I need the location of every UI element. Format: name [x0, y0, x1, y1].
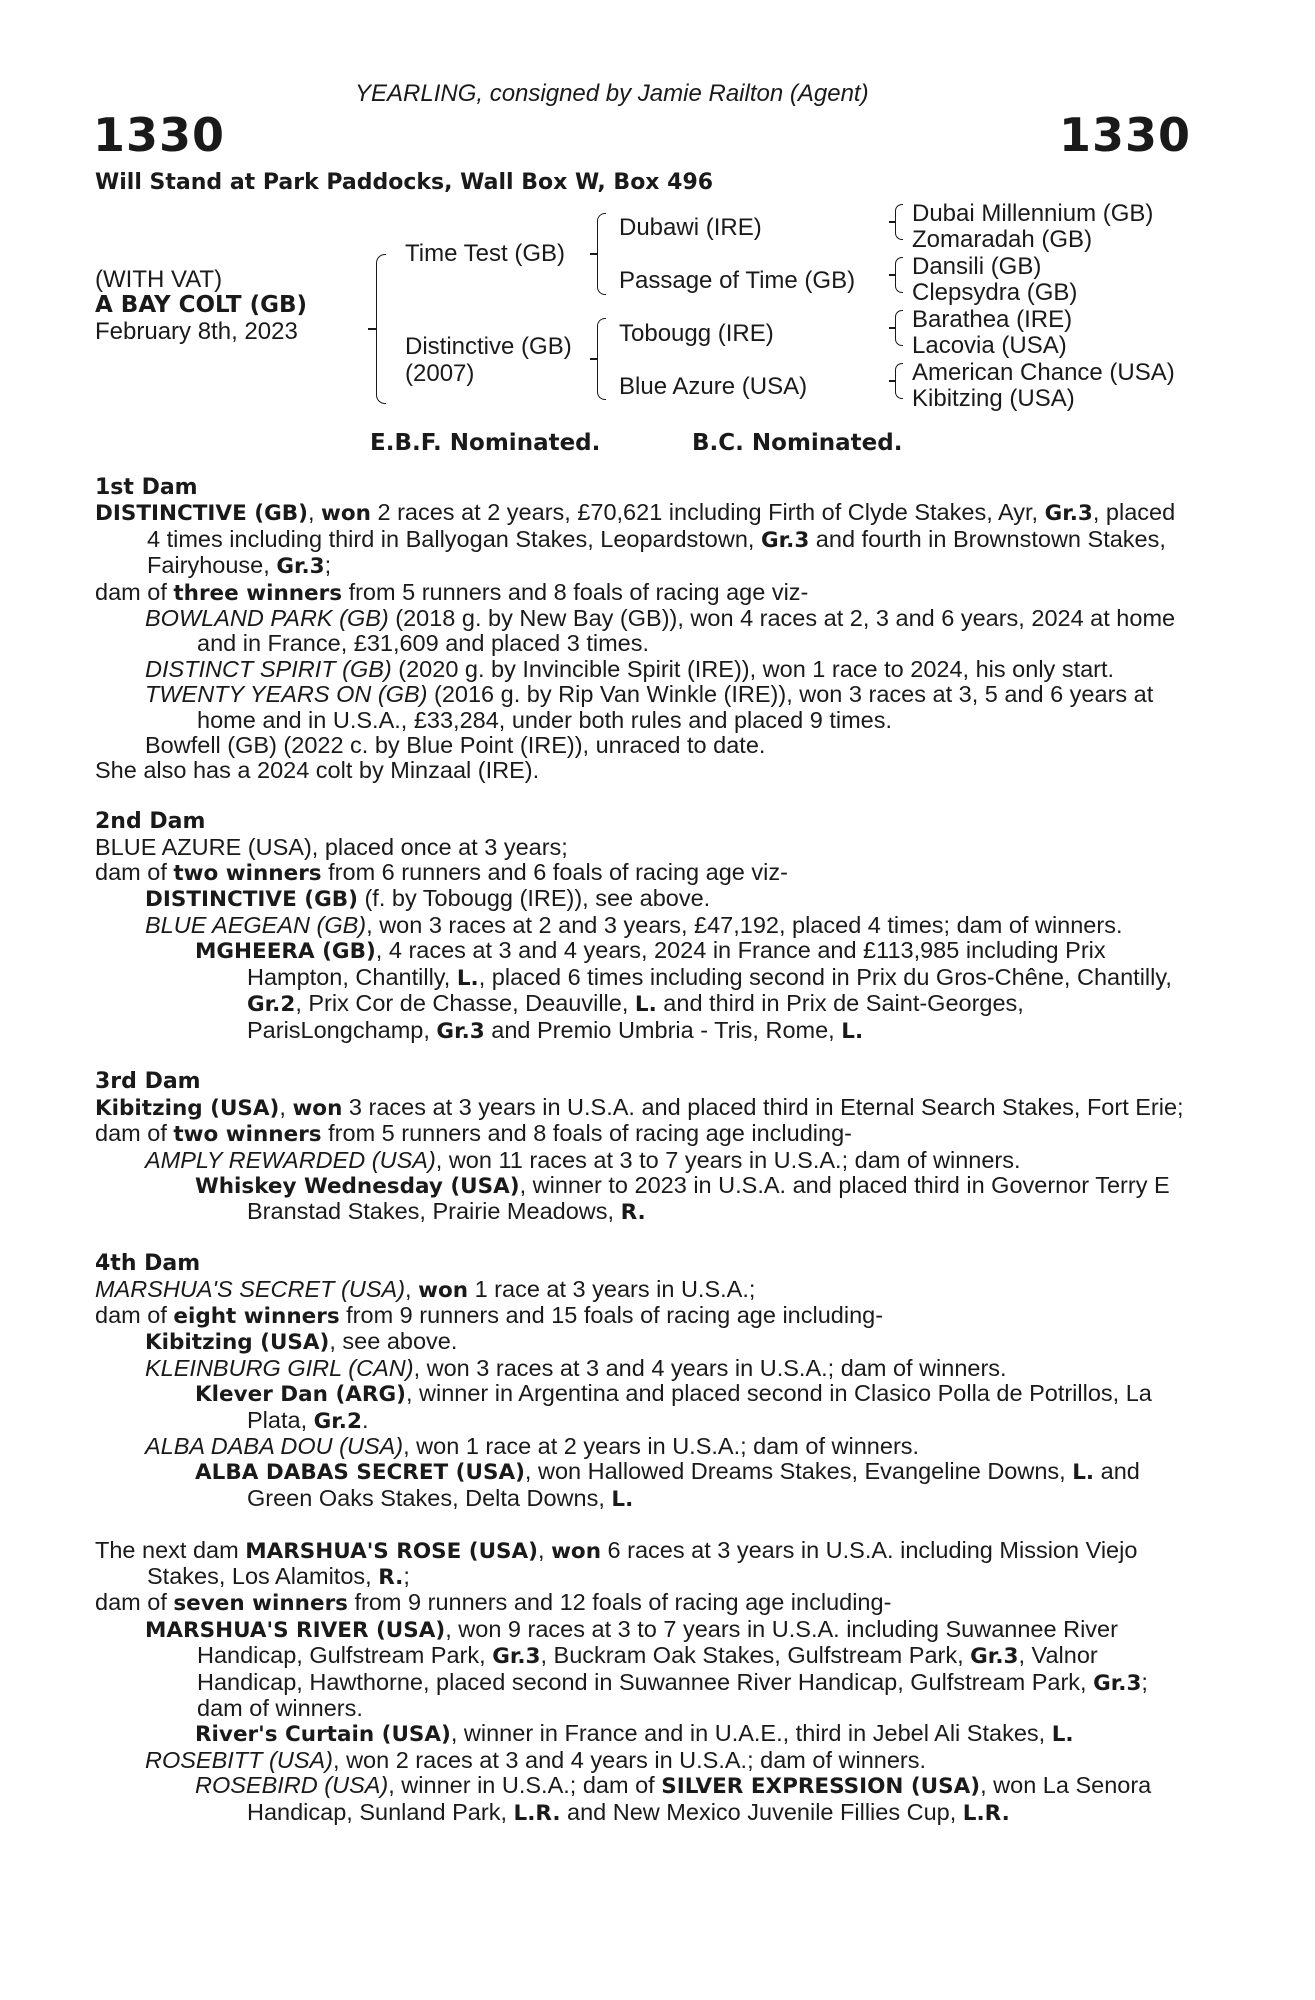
dam-name: Distinctive (GB)	[405, 333, 572, 360]
bold-text: Gr.2	[247, 992, 296, 1018]
bold-text: Gr.2	[313, 1408, 362, 1434]
dam-section	[95, 475, 1192, 784]
text-run: , winner in France and in U.A.E., third in Jebel Ali Stakes,	[450, 1720, 1052, 1747]
italic-text: BLUE AEGEAN (GB)	[145, 911, 367, 938]
text-run: and Green Oaks Stakes, Delta Downs,	[247, 1458, 1140, 1511]
dam-heading: 4th Dam	[95, 1251, 201, 1277]
dam-section	[95, 1069, 1192, 1225]
pedigree-g3-8: Kibitzing (USA)	[912, 385, 1075, 412]
bold-text: three winners	[173, 580, 343, 606]
produce-line	[95, 1356, 1192, 1381]
bold-text: Gr.3	[1093, 1670, 1142, 1696]
produce-line	[95, 1459, 1192, 1512]
pedigree-g3-5: Barathea (IRE)	[912, 306, 1073, 333]
vat-note: (WITH VAT)	[95, 266, 223, 293]
text-run: Bowfell (GB) (2022 c. by Blue Point (IRE)), unraced to date.	[145, 732, 766, 759]
produce-line	[95, 835, 1192, 860]
text-run: .	[361, 1406, 369, 1433]
bold-text: L.	[611, 1486, 634, 1512]
text-run: , won 2 races at 3 and 4 years in U.S.A.; dam of winners.	[333, 1746, 927, 1773]
dam-heading: 1st Dam	[95, 475, 198, 500]
produce-line	[95, 1538, 1192, 1591]
produce-line	[95, 682, 1192, 733]
produce-line	[95, 1748, 1192, 1773]
text-run: from 9 runners and 15 foals of racing age including-	[339, 1301, 884, 1328]
italic-text: ROSEBIRD (USA)	[195, 1772, 389, 1799]
text-run: from 5 runners and 8 foals of racing age viz-	[342, 578, 809, 605]
text-run: , placed 6 times including second in Prix du Gros-Chêne, Chantilly,	[478, 963, 1172, 990]
produce-line	[95, 1590, 1192, 1616]
text-run: 1 race at 3 years in U.S.A.;	[468, 1275, 756, 1302]
text-run: , won Hallowed Dreams Stakes, Evangeline Downs,	[524, 1458, 1073, 1485]
produce-line	[95, 500, 1192, 579]
bold-text: R.	[378, 1565, 404, 1590]
italic-text: ALBA DABA DOU (USA)	[145, 1432, 404, 1459]
produce-line	[95, 733, 1192, 758]
bold-text: seven winners	[173, 1591, 348, 1617]
bold-text: Gr.3	[970, 1644, 1019, 1670]
text-run: , see above.	[329, 1328, 458, 1355]
text-run: , winner to 2023 in U.S.A. and placed third in Governor Terry E Branstad Stakes, Prairie Meadows,	[247, 1171, 1170, 1225]
text-run: and New Mexico Juvenile Fillies Cup,	[560, 1798, 963, 1825]
produce-line	[95, 580, 1192, 606]
bold-text: DISTINCTIVE (GB)	[145, 887, 358, 913]
bold-text: River's Curtain (USA)	[195, 1722, 451, 1748]
bold-text: Whiskey Wednesday (USA)	[195, 1173, 520, 1199]
text-run: The next dam	[95, 1536, 246, 1563]
text-run: ,	[279, 1093, 293, 1120]
text-run: and Premio Umbria - Tris, Rome,	[484, 1016, 842, 1043]
bold-text: L.	[1051, 1722, 1074, 1748]
bold-text: Gr.3	[492, 1644, 541, 1670]
pedigree-bracket-g1-mid	[889, 221, 895, 223]
produce-line	[95, 1773, 1192, 1826]
produce-line	[95, 1434, 1192, 1459]
text-run: dam of	[95, 1301, 174, 1328]
catalogue-subtitle: YEARLING, consigned by Jamie Railton (Agent)	[355, 80, 869, 107]
pedigree-g3-2: Zomaradah (GB)	[912, 226, 1093, 253]
dam-sire-name: Tobougg (IRE)	[619, 320, 774, 347]
bold-text: Klever Dan (ARG)	[195, 1382, 406, 1408]
bold-text: L.R.	[513, 1800, 561, 1826]
text-run: (2018 g. by New Bay (GB)), won 4 races at 2, 3 and 6 years, 2024 at home and in France, £31,609 and placed 3 times.	[197, 605, 1176, 657]
produce-line	[95, 1095, 1192, 1121]
bold-text: SILVER EXPRESSION (USA)	[661, 1774, 981, 1800]
text-run: , placed 4 times including third in Ballyogan Stakes, Leopardstown,	[147, 499, 1176, 552]
horse-name: A BAY COLT (GB)	[95, 292, 308, 318]
pedigree-bracket-g4-mid	[889, 380, 895, 382]
text-run: from 6 runners and 6 foals of racing age viz-	[321, 859, 788, 886]
text-run: ,	[405, 1275, 419, 1302]
pedigree-g3-4: Clepsydra (GB)	[912, 279, 1078, 306]
text-run: dam of	[95, 578, 174, 605]
bold-text: Gr.3	[436, 1018, 485, 1044]
bold-text: won	[292, 1095, 343, 1121]
italic-text: TWENTY YEARS ON (GB)	[145, 681, 428, 708]
text-run: BLUE AZURE (USA), placed once at 3 years;	[95, 833, 568, 860]
bold-text: L.	[634, 992, 657, 1018]
bold-text: L.R.	[962, 1800, 1010, 1826]
text-run: dam of	[95, 1589, 174, 1616]
produce-line	[95, 886, 1192, 912]
produce-line	[95, 1329, 1192, 1355]
produce-line	[95, 657, 1192, 682]
text-run: ; dam of winners.	[197, 1668, 1148, 1722]
pedigree-bracket-dam	[597, 318, 606, 400]
foaling-date: February 8th, 2023	[95, 318, 298, 345]
pedigree-bracket-main-mid	[368, 328, 376, 330]
bold-text: won	[321, 501, 371, 527]
bold-text: Gr.3	[760, 527, 810, 553]
section-gap	[95, 1226, 1192, 1251]
text-run: and fourth in Brownstown Stakes, Fairyhouse,	[147, 525, 1166, 579]
bold-text: L.	[1072, 1460, 1095, 1486]
ebf-nomination: E.B.F. Nominated.	[370, 430, 601, 456]
sire-dam-name: Passage of Time (GB)	[619, 267, 856, 294]
text-run: ;	[403, 1563, 410, 1589]
bc-nomination: B.C. Nominated.	[692, 430, 903, 456]
text-run: 3 races at 3 years in U.S.A. and placed third in Eternal Search Stakes, Fort Erie;	[342, 1093, 1184, 1120]
text-run: , won 9 races at 3 to 7 years in U.S.A. including Suwannee River Handicap, Gulfstream Park,	[197, 1615, 1118, 1669]
sire-name: Time Test (GB)	[405, 240, 566, 267]
text-run: She also has a 2024 colt by Minzaal (IRE).	[95, 757, 540, 784]
text-run: , 4 races at 3 and 4 years, 2024 in France and £113,985 including Prix Hampton, Chantilly,	[247, 937, 1106, 990]
italic-text: ROSEBITT (USA)	[145, 1746, 334, 1773]
italic-text: DISTINCT SPIRIT (GB)	[145, 655, 392, 682]
bold-text: Gr.3	[276, 554, 325, 580]
stand-location: Will Stand at Park Paddocks, Wall Box W, Box 496	[95, 170, 714, 195]
produce-line	[95, 1173, 1192, 1226]
produce-line	[95, 938, 1192, 1044]
produce-record	[95, 475, 1192, 1826]
bold-text: R.	[620, 1200, 646, 1226]
produce-line	[95, 1148, 1192, 1173]
bold-text: DISTINCTIVE (GB)	[95, 501, 308, 527]
text-run: , Valnor Handicap, Hawthorne, placed second in Suwannee River Handicap, Gulfstream Park,	[197, 1642, 1098, 1695]
bold-text: two winners	[173, 1122, 322, 1148]
italic-text: BOWLAND PARK (GB)	[145, 605, 389, 632]
text-run: , winner in Argentina and placed second in Clasico Polla de Potrillos, La Plata,	[247, 1380, 1152, 1433]
pedigree-bracket-g4	[895, 363, 903, 399]
sire-sire-name: Dubawi (IRE)	[619, 214, 762, 241]
pedigree-bracket-g2-mid	[889, 274, 895, 276]
produce-line	[95, 1277, 1192, 1303]
pedigree-bracket-sire-mid	[590, 253, 598, 255]
text-run: dam of	[95, 859, 174, 886]
text-run: ,	[538, 1536, 552, 1563]
text-run: , won La Senora Handicap, Sunland Park,	[247, 1772, 1152, 1825]
text-run: from 9 runners and 12 foals of racing age including-	[347, 1589, 892, 1616]
bold-text: Kibitzing (USA)	[145, 1330, 330, 1356]
italic-text: AMPLY REWARDED (USA)	[145, 1146, 436, 1173]
pedigree-g3-6: Lacovia (USA)	[912, 332, 1067, 359]
bold-text: two winners	[173, 861, 322, 887]
text-run: 6 races at 3 years in U.S.A. including Mission Viejo Stakes, Los Alamitos,	[147, 1536, 1138, 1589]
bold-text: eight winners	[173, 1303, 340, 1329]
pedigree-bracket-g1	[895, 204, 903, 240]
bold-text: L.	[841, 1018, 864, 1044]
text-run: , won 11 races at 3 to 7 years in U.S.A.; dam of winners.	[435, 1146, 1021, 1173]
produce-line	[95, 913, 1192, 938]
text-run: , won 3 races at 3 and 4 years in U.S.A.; dam of winners.	[413, 1354, 1007, 1381]
produce-line	[95, 1121, 1192, 1147]
text-run: , Prix Cor de Chasse, Deauville,	[295, 990, 635, 1017]
bold-text: Kibitzing (USA)	[95, 1095, 280, 1121]
text-run: from 5 runners and 8 foals of racing age including-	[321, 1120, 852, 1147]
text-run: , Buckram Oak Stakes, Gulfstream Park,	[540, 1642, 971, 1669]
produce-line	[95, 606, 1192, 657]
pedigree-g3-3: Dansili (GB)	[912, 253, 1042, 280]
bold-text: won	[551, 1538, 602, 1564]
produce-line	[95, 1721, 1192, 1747]
text-run: , won 3 races at 2 and 3 years, £47,192, placed 4 times; dam of winners.	[366, 911, 1123, 938]
pedigree-bracket-g3	[895, 310, 903, 346]
text-run: , won 1 race at 2 years in U.S.A.; dam of winners.	[403, 1432, 920, 1459]
produce-line	[95, 1303, 1192, 1329]
bold-text: L.	[456, 965, 479, 991]
pedigree-bracket-main	[376, 254, 386, 404]
italic-text: MARSHUA'S SECRET (USA)	[95, 1275, 406, 1302]
text-run: (2020 g. by Invincible Spirit (IRE)), won 1 race to 2024, his only start.	[391, 655, 1115, 682]
produce-line	[95, 1381, 1192, 1434]
bold-text: MARSHUA'S RIVER (USA)	[145, 1617, 446, 1643]
produce-line	[95, 758, 1192, 783]
dam-heading: 3rd Dam	[95, 1069, 201, 1095]
section-gap	[95, 784, 1192, 809]
dam-dam-name: Blue Azure (USA)	[619, 373, 808, 400]
pedigree-g3-1: Dubai Millennium (GB)	[912, 200, 1154, 227]
text-run: and third in Prix de Saint-Georges, ParisLongchamp,	[247, 990, 1024, 1043]
text-run: dam of	[95, 1120, 174, 1147]
bold-text: MGHEERA (GB)	[195, 939, 376, 965]
section-gap	[95, 1044, 1192, 1069]
text-run: (2016 g. by Rip Van Winkle (IRE)), won 3 races at 3, 5 and 6 years at home and in U.S.A., £33,284, under both rules and placed 9 times.	[197, 681, 1154, 733]
pedigree-bracket-sire	[597, 213, 606, 295]
bold-text: won	[418, 1277, 469, 1303]
bold-text: Gr.3	[1044, 501, 1093, 527]
italic-text: KLEINBURG GIRL (CAN)	[145, 1354, 414, 1381]
lot-number-right: 1330	[1058, 108, 1191, 162]
lot-number-left: 1330	[93, 108, 226, 162]
text-run: 2 races at 2 years, £70,621 including Firth of Clyde Stakes, Ayr,	[370, 499, 1045, 526]
dam-heading: 2nd Dam	[95, 809, 206, 835]
pedigree-g3-7: American Chance (USA)	[912, 359, 1175, 386]
dam-year: (2007)	[405, 360, 475, 387]
bold-text: ALBA DABAS SECRET (USA)	[195, 1460, 525, 1486]
dam-section	[95, 1251, 1192, 1512]
pedigree-bracket-dam-mid	[590, 358, 598, 360]
text-run: , winner in U.S.A.; dam of	[388, 1772, 662, 1799]
bold-text: MARSHUA'S ROSE (USA)	[245, 1538, 538, 1564]
dam-section	[95, 1538, 1192, 1826]
text-run: ;	[324, 552, 332, 579]
dam-section	[95, 809, 1192, 1044]
text-run: ,	[307, 499, 321, 526]
section-gap	[95, 1512, 1192, 1537]
pedigree-bracket-g2	[895, 257, 903, 293]
produce-line	[95, 860, 1192, 886]
text-run: (f. by Tobougg (IRE)), see above.	[357, 885, 711, 912]
pedigree-bracket-g3-mid	[889, 327, 895, 329]
produce-line	[95, 1617, 1192, 1722]
